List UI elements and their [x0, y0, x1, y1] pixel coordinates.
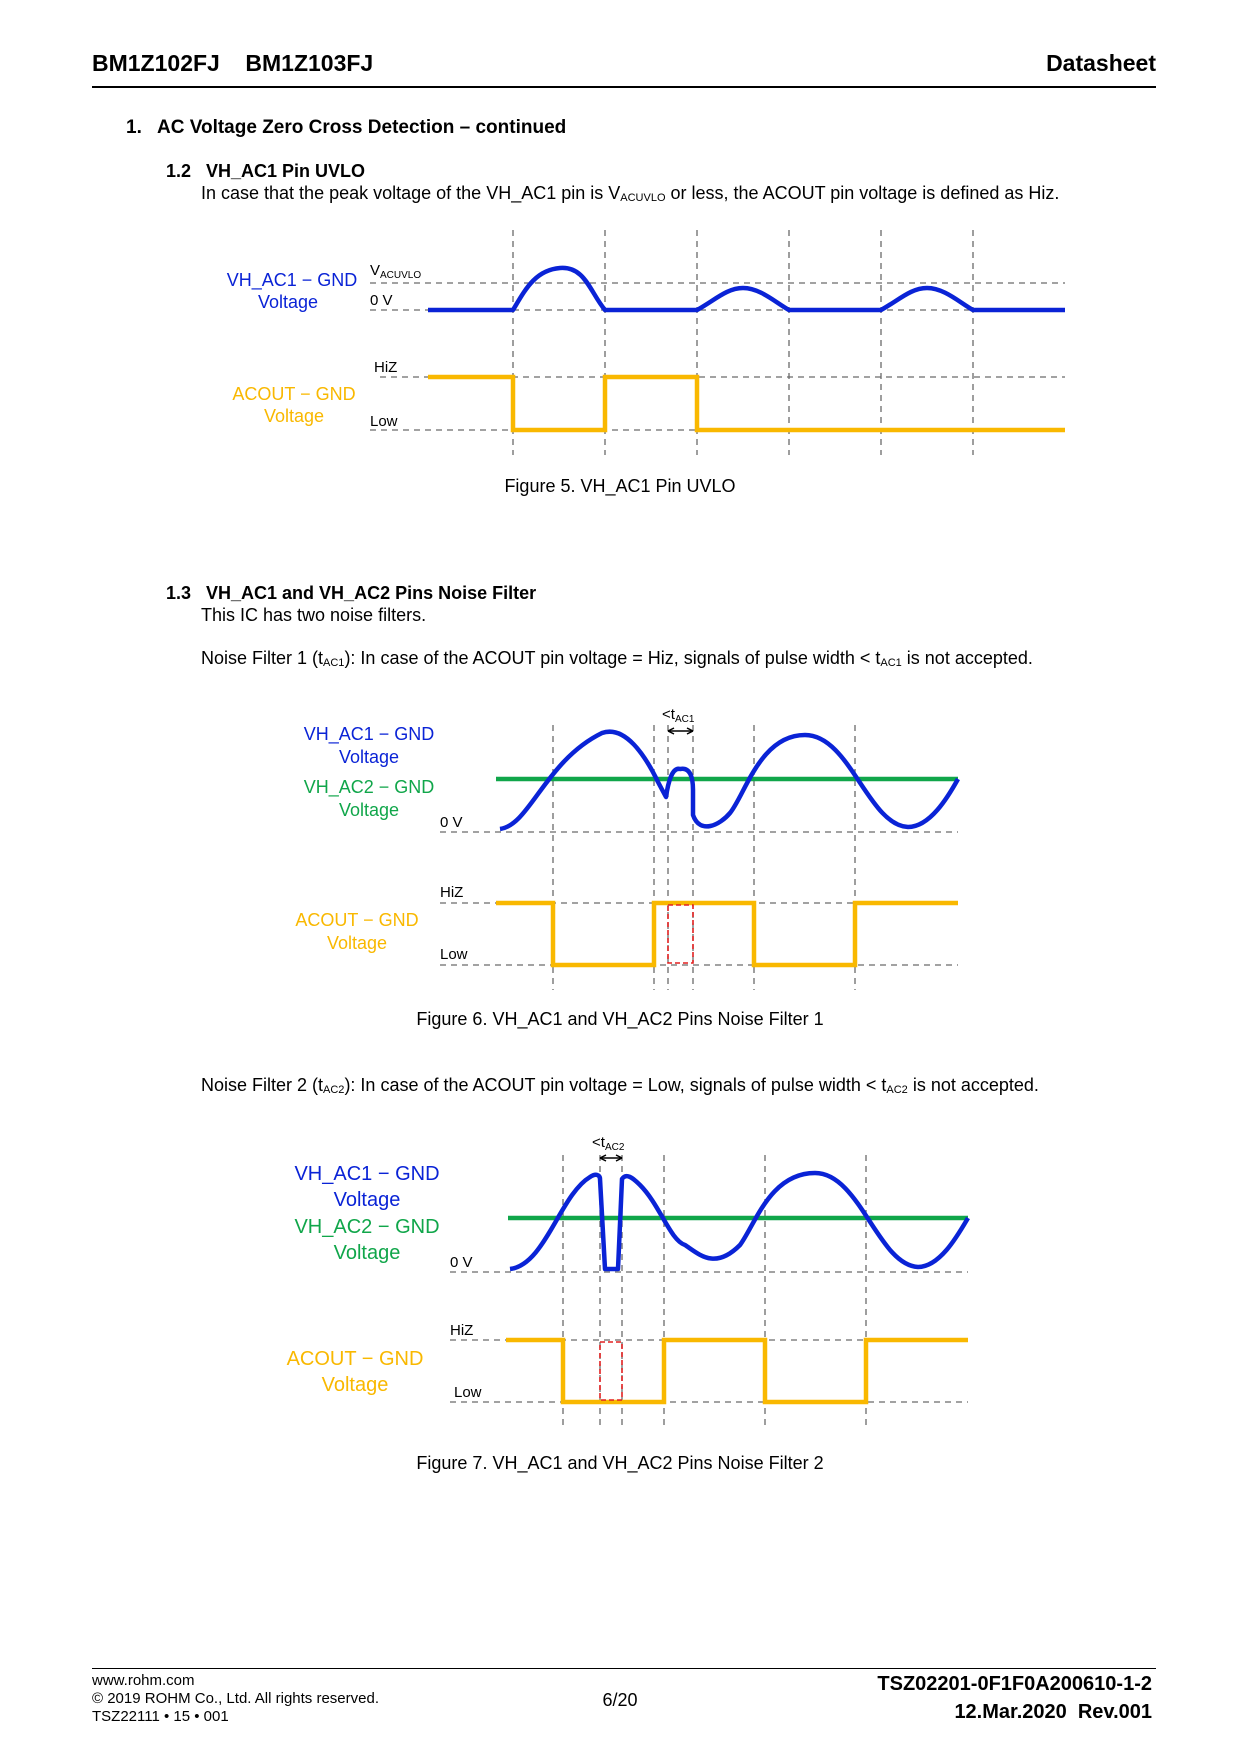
footer-code: TSZ22111 • 15 • 001: [92, 1708, 229, 1725]
figure-6-caption: Figure 6. VH_AC1 and VH_AC2 Pins Noise Filter 1: [416, 1009, 824, 1029]
header-part-numbers: BM1Z102FJ BM1Z103FJ: [92, 50, 374, 76]
header-rule: [92, 86, 1156, 88]
footer-copyright: © 2019 ROHM Co., Ltd. All rights reserved.: [92, 1690, 379, 1707]
fig7-vh2-label-1: VH_AC2 − GND: [294, 1216, 440, 1238]
fig6-vh1-label-1: VH_AC1 − GND: [303, 724, 435, 744]
fig7-zero-label: 0 V: [450, 1254, 473, 1271]
figure-7-diagram: [0, 1125, 1240, 1435]
fig6-vh2-label-2: Voltage: [338, 800, 400, 820]
vh-ac1-waveform: [510, 1173, 968, 1269]
fig7-acout-label-1: ACOUT − GND: [286, 1348, 424, 1370]
footer-doc-number: TSZ02201-0F1F0A200610-1-2: [877, 1673, 1152, 1695]
figure-5-diagram: [0, 220, 1240, 470]
filtered-pulse-marker: [600, 1342, 622, 1400]
footer-page-number: 6/20: [602, 1690, 638, 1710]
acout-waveform: [506, 1340, 968, 1402]
fig6-vh2-label-1: VH_AC2 − GND: [303, 777, 435, 797]
subsection-1-3-title: 1.3 VH_AC1 and VH_AC2 Pins Noise Filter: [166, 583, 537, 603]
fig5-zero-label: 0 V: [370, 292, 393, 309]
footer-date-rev: 12.Mar.2020 Rev.001: [954, 1701, 1152, 1723]
fig6-acout-label-2: Voltage: [326, 933, 388, 953]
footer-rule: [92, 1668, 1156, 1669]
fig7-tac2-label: $<t_{AC2}$: [592, 1134, 625, 1153]
noise-filter-1-text: Noise Filter 1 $(t_{AC1})$: In case of the ACOUT pin voltage = Hiz, signals of pulse width < $t_{AC1}$ is not accepted.: [201, 648, 1033, 669]
section-title: 1. AC Voltage Zero Cross Detection – continued: [126, 117, 567, 138]
fig6-tac1-label: $<t_{AC1}$: [662, 706, 695, 725]
fig7-vh2-label-2: Voltage: [333, 1242, 401, 1264]
fig6-zero-label: 0 V: [440, 814, 463, 831]
vh-ac1-waveform: [428, 268, 1065, 310]
fig7-acout-label-2: Voltage: [321, 1374, 389, 1396]
fig6-vh1-label-2: Voltage: [338, 747, 400, 767]
figure-6-diagram: [0, 695, 1240, 1005]
fig5-vh-label-1: VH_AC1 − GND: [226, 270, 358, 290]
acout-waveform: [496, 903, 958, 965]
fig6-hiz-label: HiZ: [440, 884, 464, 901]
fig5-vh-label-2: Voltage: [257, 292, 319, 312]
fig5-acout-label-1: ACOUT − GND: [232, 384, 356, 404]
fig5-acout-label-2: Voltage: [263, 406, 325, 426]
subsection-1-2-title: 1.2 VH_AC1 Pin UVLO: [166, 161, 366, 181]
fig7-vh1-label-2: Voltage: [333, 1189, 401, 1211]
fig7-low-label: Low: [454, 1384, 482, 1401]
subsection-1-2-text: In case that the peak voltage of the VH_AC1 pin is $V_{ACUVLO}$ or less, the ACOUT pin voltage is defined as Hiz.: [201, 183, 1060, 204]
header-doc-type: Datasheet: [1046, 50, 1156, 76]
fig5-low-label: Low: [370, 413, 398, 430]
fig7-hiz-label: HiZ: [450, 1322, 474, 1339]
fig7-vh1-label-1: VH_AC1 − GND: [294, 1163, 440, 1185]
fig5-hiz-label: HiZ: [374, 359, 398, 376]
filtered-pulse-marker: [668, 905, 693, 963]
subsection-1-3-intro: This IC has two noise filters.: [201, 605, 427, 625]
acout-waveform: [428, 377, 1065, 430]
figure-5-caption: Figure 5. VH_AC1 Pin UVLO: [504, 476, 736, 496]
footer-website[interactable]: www.rohm.com: [92, 1672, 195, 1689]
fig6-low-label: Low: [440, 946, 468, 963]
figure-7-caption: Figure 7. VH_AC1 and VH_AC2 Pins Noise Filter 2: [416, 1453, 824, 1473]
noise-filter-2-text: Noise Filter 2 $(t_{AC2})$: In case of the ACOUT pin voltage = Low, signals of pulse width < $t_{AC2}$ is not accepted.: [201, 1075, 1039, 1096]
fig5-vacuvlo-label: $V_{ACUVLO}$: [370, 262, 422, 281]
fig6-acout-label-1: ACOUT − GND: [295, 910, 419, 930]
